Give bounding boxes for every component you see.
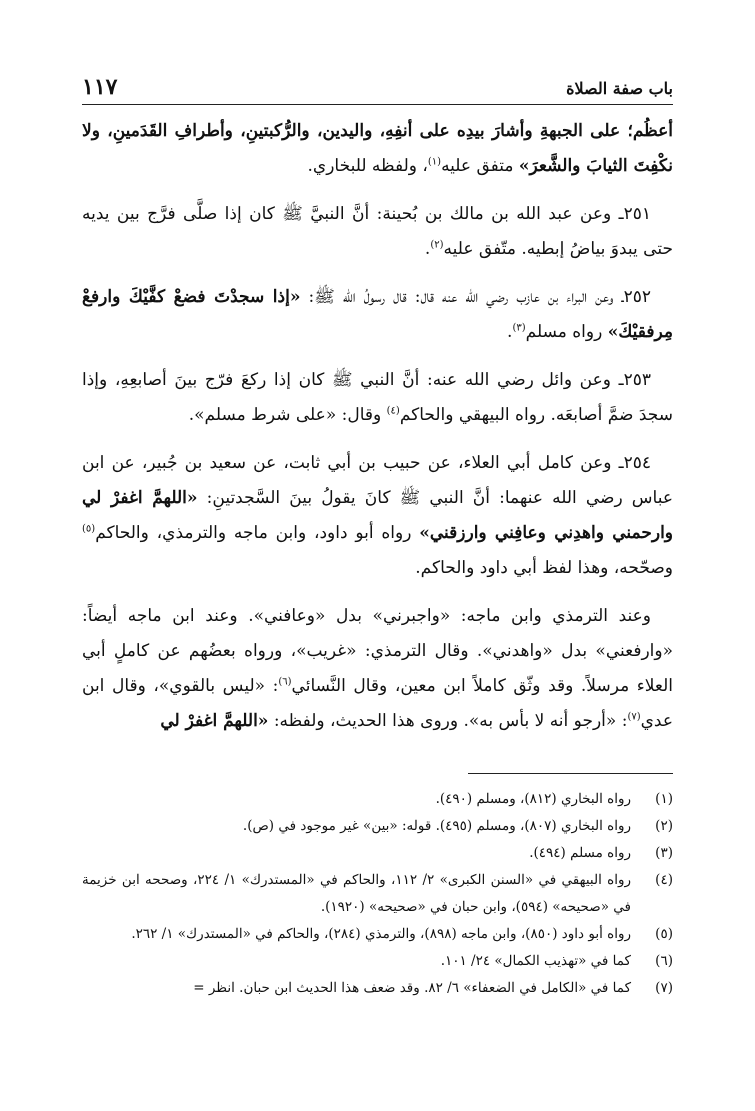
main-text [82,114,673,752]
paragraph-tail: ، ولفظه للبخاري. [307,156,428,176]
hadith-quote: «اللهمَّ اغفرْ لي وارحمني واهدِني وعافِني وارزقني» [82,488,673,543]
paragraph-commentary [82,599,673,739]
footnote-number: (٢) [655,818,673,834]
footnote-number: (٣) [655,845,673,861]
paragraph-source: رواه أبو داود، وابن ماجه والترمذي، والحاكم [95,523,420,543]
paragraph-source: رواه مسلم [525,322,608,342]
chapter-title: باب صفة الصلاة [566,79,673,98]
footnote-item [82,975,673,1002]
footnote-item [82,921,673,948]
paragraph-tail: . [507,322,513,342]
paragraph-tail: وصحّحه، وهذا لفظ أبي داود والحاكم. [415,558,673,578]
footnote-number: (١) [655,791,673,807]
paragraph-text: ٢٥٣ـ وعن وائل رضي الله عنه: أنَّ النبي ﷺ كان إذا ركعَ فرّج بينَ أصابعِهِ، وإذا سجدَ ضمَّ أصابعَه. رواه البيهقي والحاكم [82,370,673,425]
footnote-item [82,867,673,921]
footnote-ref: (٦) [278,676,292,688]
paragraph-253 [82,363,673,433]
paragraph-tail: : «أرجو أنه لا بأس به». وروى هذا الحديث، ولفظه: [268,711,628,731]
footnotes [82,786,673,1002]
footnote-item [82,948,673,975]
footnote-ref: (٣) [512,322,526,334]
paragraph-mid: : «ليس بالقوي»، وقال ابن عدي [82,676,673,731]
footnote-ref: (١) [427,156,442,168]
footnote-number: (٥) [655,926,673,942]
paragraph-250-continuation [82,114,673,184]
footnote-number: (٤) [655,872,673,888]
paragraph-252 [82,280,673,350]
footnote-ref: (٧) [627,711,641,723]
paragraph-text: ٢٥١ـ وعن عبد الله بن مالك بن بُحينة: أنَّ النبيَّ ﷺ كان إذا صلَّى فرَّج بين يديه حتى يبدوَ بياضُ إبطيه. متّفق عليه [82,204,673,259]
page-number: ١١٧ [82,74,118,100]
footnote-number: (٧) [655,980,673,996]
hadith-quote: «إذا سجدْتَ فضعْ كفَّيْكَ وارفعْ مِرفقيْكَ» [82,287,673,342]
paragraph-text: متفق عليه [441,156,519,176]
footnote-item [82,786,673,813]
footnote-text: رواه مسلم (٤٩٤). [529,845,631,861]
paragraph-text: ٢٥٢ـ وعن البراء بن عازب رضي الله عنه قال: قال رسولُ الله ﷺ: [300,287,651,307]
footnote-text: كما في «الكامل في الضعفاء» ٦/ ٨٢. وقد ضعف هذا الحديث ابن حبان. انظر = [193,980,631,996]
footnote-ref: (٤) [386,405,400,417]
footnote-item [82,840,673,867]
paragraph-251 [82,197,673,267]
footnote-ref: (٢) [430,239,444,251]
paragraph-tail: . [424,239,431,259]
paragraph-text: وعند الترمذي وابن ماجه: «واجبرني» بدل «وعافني». وعند ابن ماجه أيضاً: «وارفعني» بدل «واهدني». وقال الترمذي: «غريب»، ورواه بعضُهم عن كاملٍ أبي العلاء مرسلاً. وقد وثّق كاملاً ابن معين، وقال النَّسائي [82,606,673,696]
footnote-number: (٦) [655,953,673,969]
footnote-item [82,813,673,840]
hadith-quote: «اللهمَّ اغفرْ لي [160,711,269,731]
hadith-quote: أعظُم؛ على الجبهةِ وأشارَ بيدِه على أنفِهِ، واليدين، والرُّكبتينِ، وأطرافِ القَدَمينِ، ولا نكْفِتَ الثيابَ والشَّعرَ» [82,121,673,176]
footnote-text: رواه البخاري (٨٠٧)، ومسلم (٤٩٥). قوله: «بين» غير موجود في (ص). [242,818,631,834]
footnote-text: رواه أبو داود (٨٥٠)، وابن ماجه (٨٩٨)، والترمذي (٢٨٤)، والحاكم في «المستدرك» ١/ ٢٦٢. [131,926,631,942]
footnote-ref: (٥) [82,523,96,535]
paragraph-254 [82,446,673,586]
paragraph-text: ٢٥٤ـ وعن كامل أبي العلاء، عن حبيب بن أبي ثابت، عن سعيد بن جُبير، عن ابن عباس رضي الله عنهما: أنَّ النبي ﷺ كانَ يقولُ بينَ السَّجدتينِ: [82,453,673,508]
footnote-text: كما في «تهذيب الكمال» ٢٤/ ١٠١. [440,953,631,969]
footnote-divider [468,773,673,774]
paragraph-tail: وقال: «على شرط مسلم». [188,405,387,425]
footnote-text: رواه البيهقي في «السنن الكبرى» ٢/ ١١٢، والحاكم في «المستدرك» ١/ ٢٢٤، وصححه ابن خزيمة في «صحيحه» (٥٩٤)، وابن حبان في «صحيحه» (١٩٢٠). [82,872,632,915]
footnote-text: رواه البخاري (٨١٢)، ومسلم (٤٩٠). [435,791,631,807]
header-divider [82,104,673,105]
page-header [82,60,673,104]
